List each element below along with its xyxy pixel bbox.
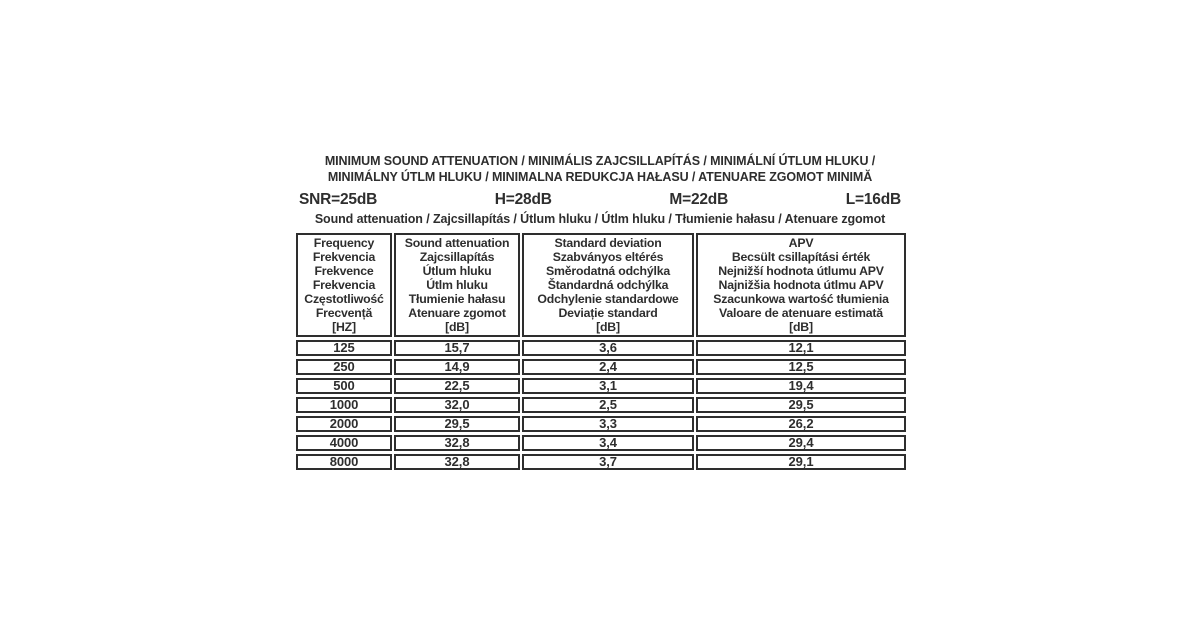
header-line: Frecvență <box>315 306 373 320</box>
std-deviation-cell: 3,7 <box>522 454 694 470</box>
attenuation-cell: 32,0 <box>394 397 520 413</box>
apv-cell: 26,2 <box>696 416 906 432</box>
header-line: Štandardná odchýlka <box>547 278 669 292</box>
std-deviation-cell: 3,1 <box>522 378 694 394</box>
std-deviation-cell: 3,3 <box>522 416 694 432</box>
column-header-apv <box>696 233 906 337</box>
header-line: Standard deviation <box>554 236 662 250</box>
header-line: [dB] <box>789 320 813 334</box>
table-row <box>296 340 906 356</box>
page-title <box>0 154 1200 185</box>
attenuation-cell: 15,7 <box>394 340 520 356</box>
header-line: Szacunkowa wartość tłumienia <box>713 292 889 306</box>
table-row <box>296 416 906 432</box>
header-line: Atenuare zgomot <box>408 306 506 320</box>
attenuation-cell: 32,8 <box>394 454 520 470</box>
attenuation-table <box>294 230 908 473</box>
h-rating: H=28dB <box>494 191 552 208</box>
rating-values-row <box>299 191 901 209</box>
header-line: Sound attenuation <box>404 236 510 250</box>
header-line: Nejnižší hodnota útlumu APV <box>718 264 884 278</box>
std-deviation-cell: 3,6 <box>522 340 694 356</box>
header-line: APV <box>788 236 814 250</box>
column-header-standard-deviation <box>522 233 694 337</box>
header-line: [HZ] <box>332 320 356 334</box>
header-line: Útlum hluku <box>422 264 492 278</box>
snr-rating: SNR=25dB <box>299 191 378 208</box>
frequency-cell: 4000 <box>296 435 392 451</box>
table-row <box>296 435 906 451</box>
header-line: [dB] <box>596 320 620 334</box>
apv-cell: 29,4 <box>696 435 906 451</box>
column-header-frequency <box>296 233 392 337</box>
header-line: Deviație standard <box>558 306 658 320</box>
apv-cell: 29,1 <box>696 454 906 470</box>
header-line: Frekvence <box>314 264 374 278</box>
apv-cell: 12,1 <box>696 340 906 356</box>
frequency-cell: 125 <box>296 340 392 356</box>
header-line: Becsült csillapítási érték <box>731 250 871 264</box>
frequency-cell: 2000 <box>296 416 392 432</box>
title-line-1: MINIMUM SOUND ATTENUATION / MINIMÁLIS ZAJCSILLAPÍTÁS / MINIMÁLNÍ ÚTLUM HLUKU / <box>324 154 876 168</box>
frequency-cell: 250 <box>296 359 392 375</box>
header-line: Frekvencia <box>312 278 376 292</box>
apv-cell: 12,5 <box>696 359 906 375</box>
header-line: Útlm hluku <box>426 278 488 292</box>
frequency-cell: 500 <box>296 378 392 394</box>
apv-cell: 29,5 <box>696 397 906 413</box>
frequency-cell: 8000 <box>296 454 392 470</box>
header-line: Směrodatná odchýlka <box>546 264 670 278</box>
column-header-sound-attenuation <box>394 233 520 337</box>
apv-cell: 19,4 <box>696 378 906 394</box>
table-row <box>296 378 906 394</box>
attenuation-cell: 22,5 <box>394 378 520 394</box>
frequency-cell: 1000 <box>296 397 392 413</box>
header-line: Valoare de atenuare estimată <box>719 306 883 320</box>
title-line-2: MINIMÁLNY ÚTLM HLUKU / MINIMALNA REDUKCJA HAŁASU / ATENUARE ZGOMOT MINIMĂ <box>327 169 873 184</box>
header-line: Frekvencia <box>312 250 376 264</box>
std-deviation-cell: 2,5 <box>522 397 694 413</box>
header-line: Tłumienie hałasu <box>408 292 506 306</box>
table-row <box>296 454 906 470</box>
header-line: Częstotliwość <box>304 292 384 306</box>
header-line: Najnižšia hodnota útlmu APV <box>718 278 884 292</box>
header-line: [dB] <box>445 320 469 334</box>
header-line: Szabványos eltérés <box>552 250 664 264</box>
table-row <box>296 359 906 375</box>
table-row <box>296 397 906 413</box>
std-deviation-cell: 2,4 <box>522 359 694 375</box>
header-line: Zajcsillapítás <box>419 250 495 264</box>
m-rating: M=22dB <box>669 191 729 208</box>
table-caption: Sound attenuation / Zajcsillapítás / Útlum hluku / Útlm hluku / Tłumienie hałasu / Atenuare zgomot <box>314 212 886 226</box>
header-row <box>296 233 906 337</box>
attenuation-cell: 32,8 <box>394 435 520 451</box>
attenuation-cell: 29,5 <box>394 416 520 432</box>
std-deviation-cell: 3,4 <box>522 435 694 451</box>
l-rating: L=16dB <box>845 191 901 208</box>
attenuation-cell: 14,9 <box>394 359 520 375</box>
header-line: Odchylenie standardowe <box>537 292 679 306</box>
header-line: Frequency <box>313 236 375 250</box>
